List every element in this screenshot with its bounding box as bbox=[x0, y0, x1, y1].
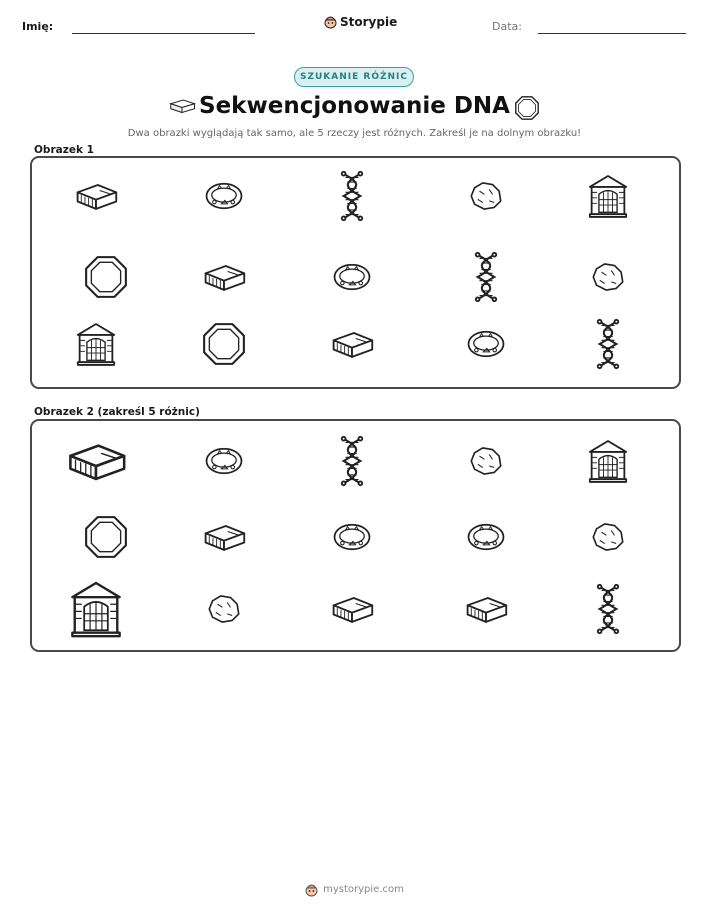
library-icon[interactable] bbox=[588, 173, 628, 219]
book-icon[interactable] bbox=[64, 437, 128, 485]
brand-name: Storypie bbox=[340, 14, 398, 29]
picture-2-label: Obrazek 2 (zakreśl 5 różnic) bbox=[34, 406, 200, 418]
pie-mascot-icon bbox=[324, 14, 337, 29]
library-icon[interactable] bbox=[70, 579, 122, 639]
footer bbox=[0, 882, 709, 897]
dna-icon[interactable] bbox=[339, 435, 365, 487]
library-icon[interactable] bbox=[76, 321, 116, 367]
date-label: Data: bbox=[492, 20, 522, 33]
dna-icon[interactable] bbox=[595, 318, 621, 370]
date-line[interactable] bbox=[538, 33, 686, 34]
ring-icon[interactable] bbox=[203, 180, 245, 212]
dna-icon[interactable] bbox=[339, 170, 365, 222]
rock-icon[interactable] bbox=[468, 444, 504, 478]
book-icon[interactable] bbox=[73, 179, 119, 213]
dna-icon[interactable] bbox=[473, 251, 499, 303]
name-line[interactable] bbox=[72, 33, 255, 34]
page-title: Sekwencjonowanie DNA bbox=[199, 93, 510, 119]
activity-badge: SZUKANIE RÓŻNIC bbox=[294, 67, 414, 87]
library-icon[interactable] bbox=[588, 438, 628, 484]
ring-icon[interactable] bbox=[203, 445, 245, 477]
picture-1-label: Obrazek 1 bbox=[34, 144, 94, 156]
book-icon[interactable] bbox=[329, 327, 375, 361]
rock-icon[interactable] bbox=[468, 179, 504, 213]
octagon-icon[interactable] bbox=[83, 514, 129, 560]
ring-icon[interactable] bbox=[465, 328, 507, 360]
ring-icon[interactable] bbox=[331, 261, 373, 293]
brand-logo bbox=[324, 14, 397, 29]
rock-icon[interactable] bbox=[590, 520, 626, 554]
ring-icon[interactable] bbox=[465, 521, 507, 553]
book-icon[interactable] bbox=[201, 520, 247, 554]
book-icon[interactable] bbox=[463, 592, 509, 626]
octagon-icon[interactable] bbox=[83, 254, 129, 300]
dna-icon[interactable] bbox=[595, 583, 621, 635]
instructions: Dwa obrazki wyglądają tak samo, ale 5 rzeczy jest różnych. Zakreśl je na dolnym obrazku! bbox=[127, 128, 582, 139]
name-label: Imię: bbox=[22, 20, 54, 33]
title-octagon-icon bbox=[513, 94, 541, 126]
footer-url[interactable]: mystorypie.com bbox=[323, 884, 404, 895]
book-icon[interactable] bbox=[201, 260, 247, 294]
pie-mascot-icon bbox=[305, 882, 318, 897]
book-icon[interactable] bbox=[329, 592, 375, 626]
octagon-icon[interactable] bbox=[201, 321, 247, 367]
rock-icon[interactable] bbox=[590, 260, 626, 294]
rock-icon[interactable] bbox=[206, 592, 242, 626]
ring-icon[interactable] bbox=[331, 521, 373, 553]
